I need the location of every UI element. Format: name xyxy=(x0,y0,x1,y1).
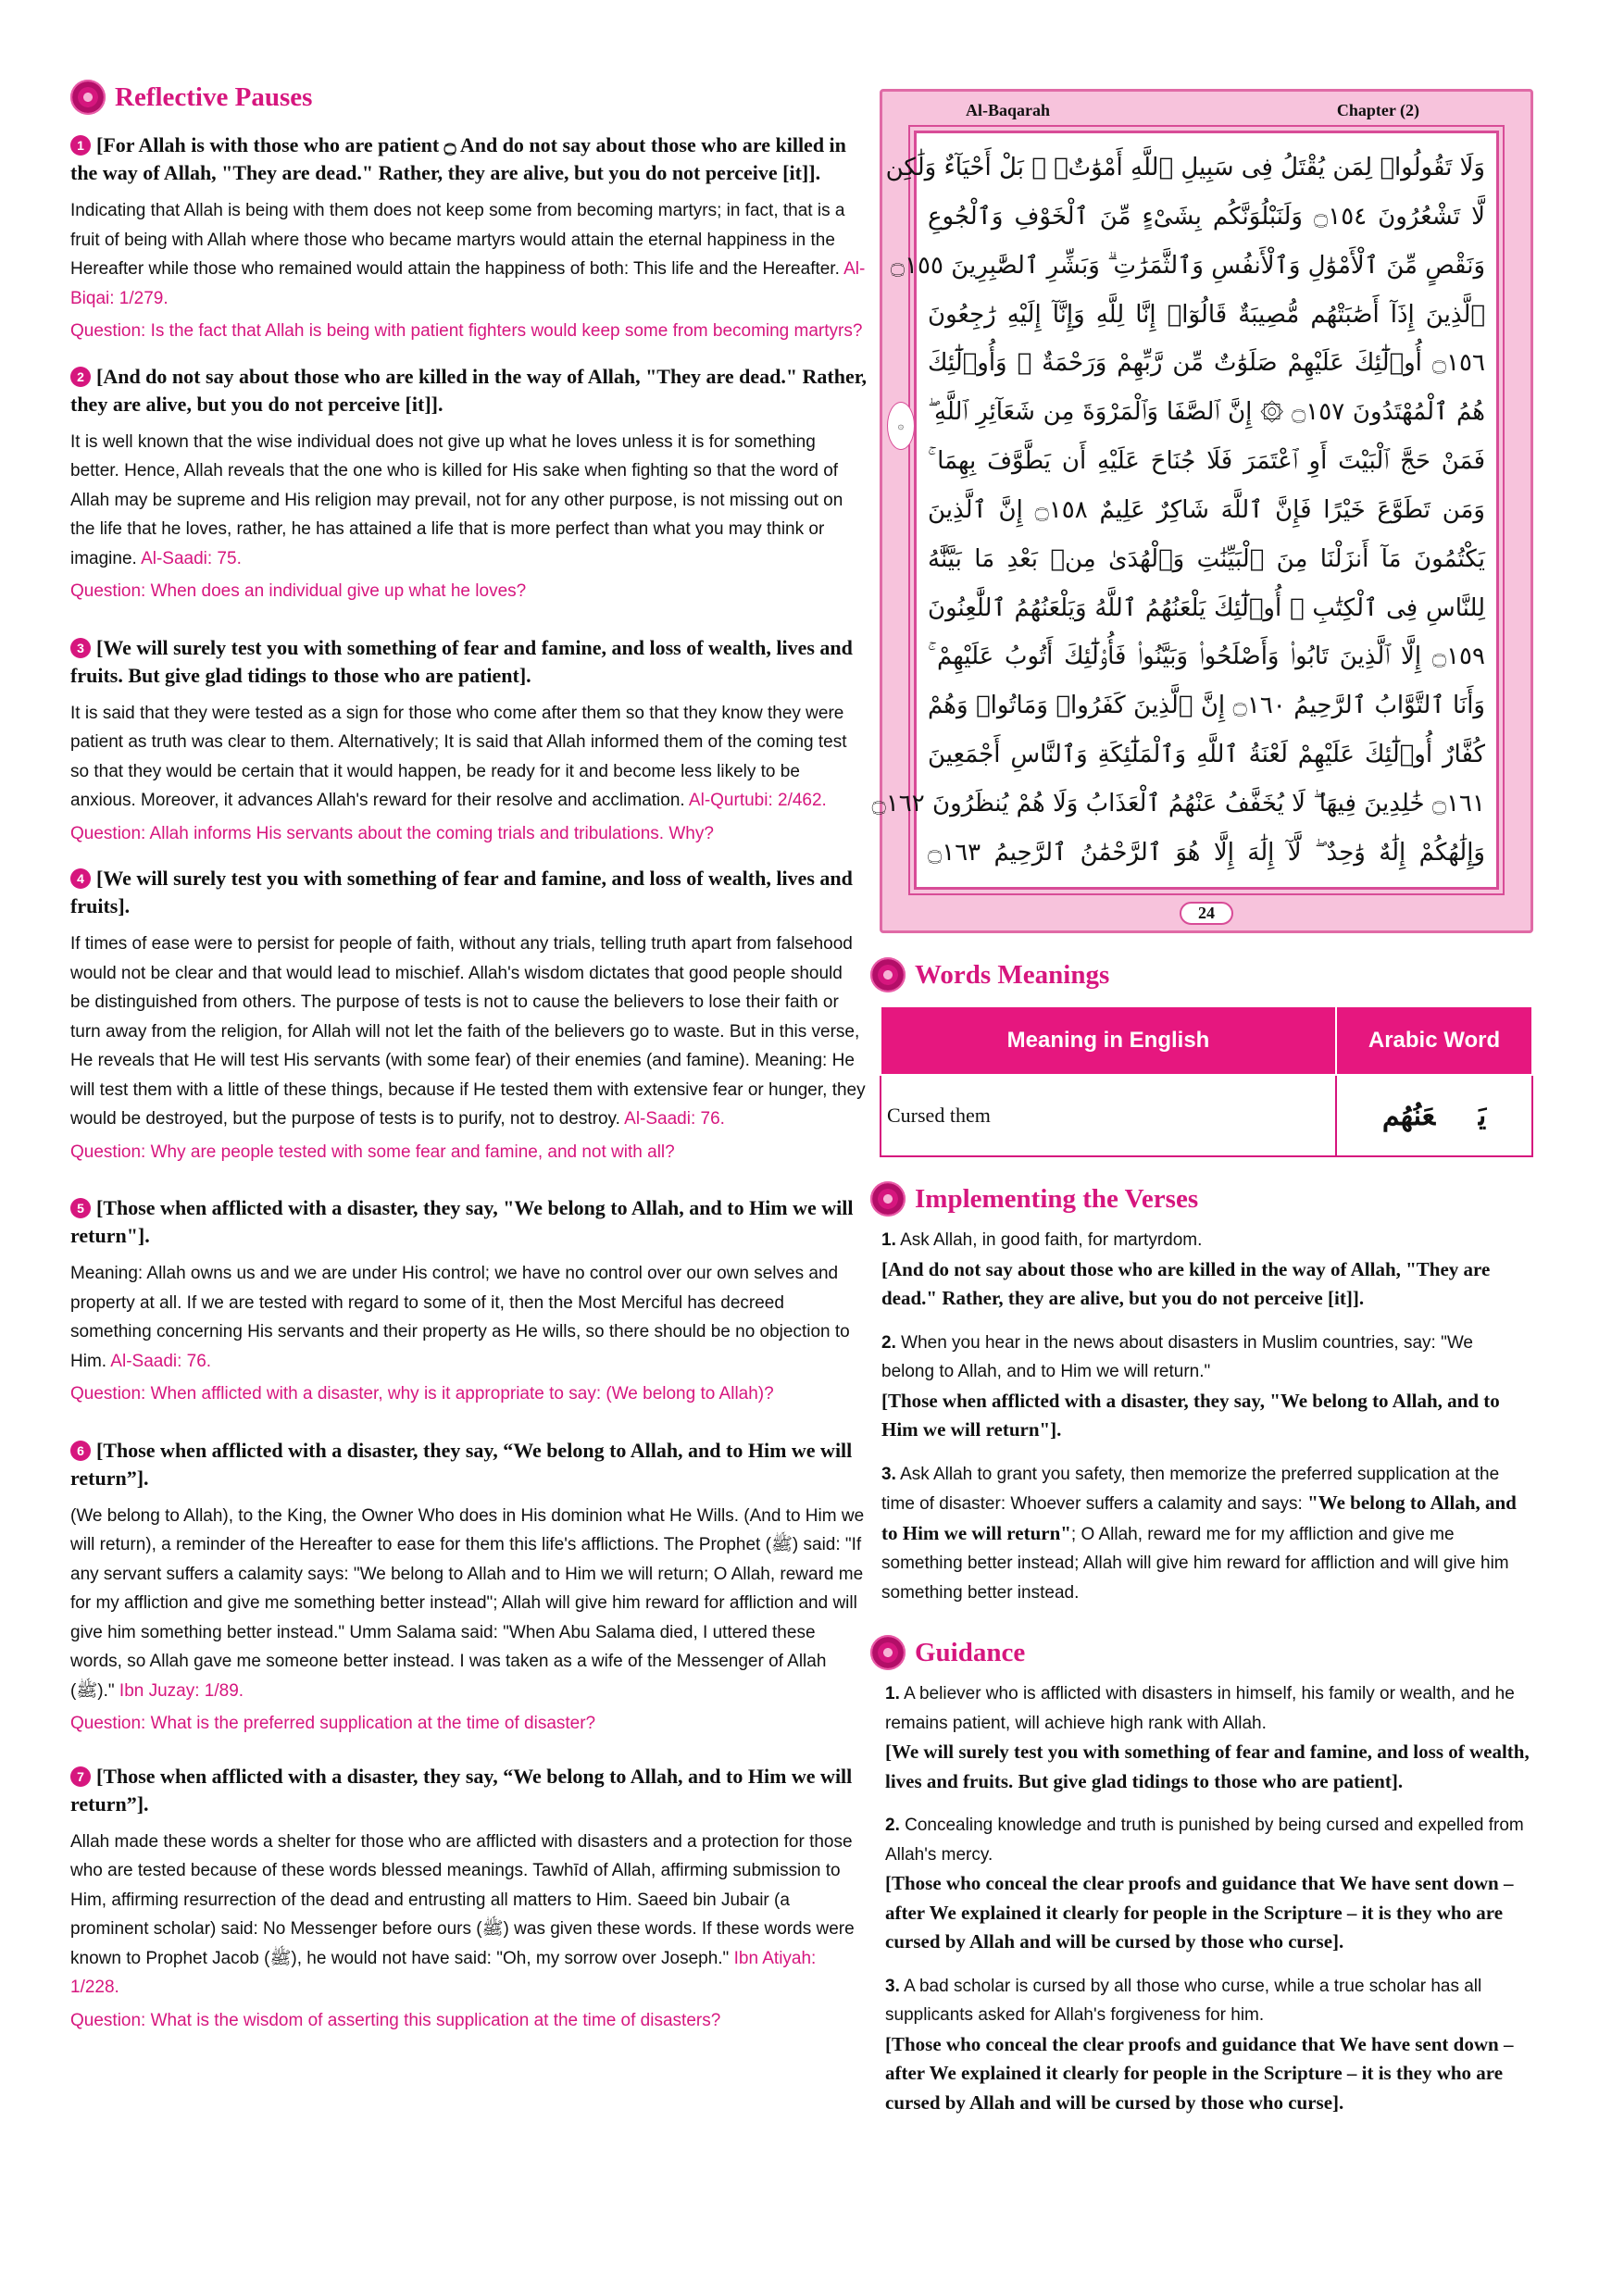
reflection-body xyxy=(70,1259,867,1376)
section-title: Words Meanings xyxy=(915,959,1110,990)
words-meanings-table xyxy=(880,1005,1533,1157)
item-body-cont: ; O Allah, reward me for my affliction and give me something better instead; Allah will give him reward for affliction and will give him something better instead. xyxy=(881,1524,1509,1603)
verse-text: [Those when afflicted with a disaster, they say, "We belong to Allah, and to Him we will return"]. xyxy=(70,1196,854,1247)
quran-lines xyxy=(871,144,1485,876)
reflection-body xyxy=(70,699,867,816)
reflection-question: Question: Is the fact that Allah is being with patient fighters would keep some from becoming martyrs? xyxy=(70,321,863,341)
implementing-list xyxy=(870,1226,1530,1607)
verse-text: [We will surely test you with something of fear and famine, and loss of wealth, lives and fruits. But give glad tidings to those who are patient]. xyxy=(70,635,853,687)
body-text: Indicating that Allah is being with them does not keep some from becoming martyrs; in fact, that is a fruit of being with Allah where those who became martyrs would attain the eternal happiness in the Hereafter while those who remained would attain the happiness of both: This life and the Hereafter. xyxy=(70,201,845,279)
list-item xyxy=(881,1329,1530,1445)
body-text: Allah made these words a shelter for those who are afflicted with disasters and a protection for those who are tested because of these words blessed meanings. Tawhīd of Allah, affirming submission to Him, affirming resurrection of the dead and entrusting all matters to Him. Saeed bin Jubair (a prominent scholar) said: No Messenger before ours (ﷺ) was given these words. If these words were known to Prophet Jacob (ﷺ), he would not have said: "Oh, my sorrow over Joseph." xyxy=(70,1831,855,1968)
section-title: Implementing the Verses xyxy=(915,1183,1199,1214)
quran-line: وَنَقْصٍ مِّنَ ٱلْأَمْوَٰلِ وَٱلْأَنفُسِ وَٱلثَّمَرَٰتِ ۗ وَبَشِّرِ ٱلصَّٰبِرِينَ ۝١٥٥ xyxy=(890,251,1485,280)
item-verse: [We will surely test you with something of fear and famine, and loss of wealth, lives and fruits. But give glad tidings to those who are patient]. xyxy=(885,1741,1530,1792)
body-text: If times of ease were to persist for people of faith, without any trials, telling truth apart from falsehood would not be clear and that would lead to mischief. Allah's wisdom dictates that good people should be distinguished from others. The purpose of tests is not to cause the believers to lose their faith or turn away from the religion, for Allah will not let the faith of the believers go to waste. But in this verse, He reveals that He will test His servants (with some fear) of their enemies (and famine). Meaning: He will test them with a little of these things, because if He tested them with extensive fear or hunger, they would be destroyed, but the purpose of tests is to purify, not to destroy. xyxy=(70,934,866,1129)
chapter-label: Chapter (2) xyxy=(1336,101,1419,119)
quran-line: وَإِلَٰهُكُمْ إِلَٰهٌ وَٰحِدٌ ۖ لَّآ إِلَٰهَ إِلَّا هُوَ ٱلرَّحْمَٰنُ ٱلرَّحِيمُ ۝١٦٣ xyxy=(928,838,1485,867)
body-text: It is well known that the wise individual does not give up what he loves unless it is for something better. Hence, Allah reveals that the one who is killed for His sake when fighting so that the word of Allah may be supreme and His religion may prevail, not for any other purpose, is not missing out on the life that he loves, rather, he has attained a life that is more perfect than what you may think or imagine. xyxy=(70,431,843,568)
quran-line: وَلَا تَقُولُوا۟ لِمَن يُقْتَلُ فِى سَبِيلِ ٱللَّهِ أَمْوَٰتٌۢ ۚ بَلْ أَحْيَآءٌ وَلَٰكِن xyxy=(885,154,1485,181)
words-meanings-header xyxy=(870,957,1541,992)
section-title: Reflective Pauses xyxy=(115,81,313,112)
item-number: 2. xyxy=(885,1816,900,1835)
item-text xyxy=(881,1460,1530,1608)
item-verse: [Those when afflicted with a disaster, they say, "We belong to Allah, and to Him we will return"]. xyxy=(881,1389,1500,1441)
item-number-badge: 7 xyxy=(70,1766,91,1787)
reflective-pauses-header xyxy=(70,80,867,115)
reflection-item xyxy=(70,1194,867,1409)
rosette-icon xyxy=(70,80,106,115)
arabic-word-cell: يَلۡعَنُهُم xyxy=(1336,1075,1532,1156)
reflection-question: Question: When does an individual give up what he loves? xyxy=(70,581,527,601)
item-text xyxy=(881,1226,1530,1255)
table-row xyxy=(881,1075,1532,1156)
list-item xyxy=(881,1460,1530,1608)
reflection-body xyxy=(70,1828,867,2003)
item-body: Concealing knowledge and truth is punished by being cursed and expelled from Allah's mercy. xyxy=(885,1816,1524,1865)
reflection-body xyxy=(70,428,867,574)
item-number: 2. xyxy=(881,1332,896,1353)
verse-text: [Those when afflicted with a disaster, they say, “We belong to Allah, and to Him we will return”]. xyxy=(70,1764,853,1816)
reflection-body xyxy=(70,930,867,1134)
verse-text: [And do not say about those who are killed in the way of Allah, "They are dead." Rather, they are alive, but you do not perceive [it]]. xyxy=(70,364,868,416)
reference: Al-Biqai: 1/279. xyxy=(70,259,866,308)
list-item xyxy=(881,1226,1530,1314)
item-text xyxy=(885,1811,1530,1869)
reflection-question: Question: What is the preferred supplication at the time of disaster? xyxy=(70,1714,596,1733)
reference: Ibn Atiyah: 1/228. xyxy=(70,1948,817,1997)
verse-text: [We will surely test you with something of fear and famine, and loss of wealth, lives and fruits]. xyxy=(70,867,853,917)
reflection-verse xyxy=(70,1763,867,1818)
item-number-badge: 3 xyxy=(70,638,91,658)
rosette-icon xyxy=(870,1181,906,1217)
hizb-marker-icon: ۞ xyxy=(887,402,915,450)
list-item xyxy=(885,1811,1530,1957)
quran-line: ۝١٦١ خَٰلِدِينَ فِيهَا ۖ لَا يُخَفَّفُ عَنْهُمُ ٱلْعَذَابُ وَلَا هُمْ يُنظَرُونَ ۝١٦٢ xyxy=(871,789,1485,817)
reference: Al-Saadi: 76. xyxy=(624,1109,725,1129)
list-item xyxy=(885,1972,1530,2118)
item-verse: [Those who conceal the clear proofs and guidance that We have sent down – after We explained it clearly for people in the Scripture – it is they who are cursed by Allah and will be cursed by those who curse]. xyxy=(885,1872,1514,1953)
item-number-badge: 1 xyxy=(70,135,91,156)
quran-line: ۝١٥٦ أُو۟لَٰٓئِكَ عَلَيْهِمْ صَلَوَٰتٌ مِّن رَّبِّهِمْ وَرَحْمَةٌ ۖ وَأُو۟لَٰٓئِكَ xyxy=(928,349,1485,378)
english-meaning-cell: Cursed them xyxy=(881,1075,1336,1156)
surah-name: Al-Baqarah xyxy=(966,101,1051,119)
quran-line: كُفَّارٌ أُو۟لَٰٓئِكَ عَلَيْهِمْ لَعْنَةُ ٱللَّهِ وَٱلْمَلَٰٓئِكَةِ وَٱلنَّاسِ أَجْمَعِينَ xyxy=(928,741,1485,769)
quran-line: ۝١٥٩ إِلَّا ٱلَّذِينَ تَابُوا۟ وَأَصْلَحُوا۟ وَبَيَّنُوا۟ فَأُو۟لَٰٓئِكَ أَتُوبُ عَلَيْهِمْ ۚ xyxy=(928,643,1485,671)
reference: Ibn Juzay: 1/89. xyxy=(119,1680,244,1701)
guidance-list xyxy=(870,1679,1530,2117)
quran-line: لَّا تَشْعُرُونَ ۝١٥٤ وَلَنَبْلُوَنَّكُم بِشَىْءٍ مِّنَ ٱلْخَوْفِ وَٱلْجُوعِ xyxy=(928,202,1485,231)
reference: Al-Saadi: 75. xyxy=(141,548,242,568)
reflection-verse xyxy=(70,131,867,187)
item-body: When you hear in the news about disasters in Muslim countries, say: "We belong to Allah, and to Him we will return." xyxy=(881,1332,1473,1381)
item-number-badge: 2 xyxy=(70,367,91,387)
item-number: 3. xyxy=(881,1464,896,1484)
item-body: A bad scholar is cursed by all those who curse, while a true scholar has all supplicants asked for Allah's forgiveness for him. xyxy=(885,1976,1482,2025)
reflection-item xyxy=(70,865,867,1167)
reflection-item xyxy=(70,1763,867,2036)
quran-line: هُمُ ٱلْمُهْتَدُونَ ۝١٥٧ ۞ إِنَّ ٱلصَّفَا وَٱلْمَرْوَةَ مِن شَعَآئِرِ ٱللَّهِ ۖ xyxy=(928,398,1485,427)
item-verse: [And do not say about those who are killed in the way of Allah, "They are dead." Rather, they are alive, but you do not perceive [it]]. xyxy=(881,1257,1491,1309)
rosette-icon xyxy=(870,1635,906,1670)
item-number: 1. xyxy=(885,1684,900,1703)
quran-line: ٱلَّذِينَ إِذَآ أَصَٰبَتْهُم مُّصِيبَةٌ قَالُوٓا۟ إِنَّا لِلَّهِ وَإِنَّآ إِلَيْهِ رَٰجِعُونَ xyxy=(928,300,1485,329)
reflection-verse xyxy=(70,634,867,690)
item-body: Ask Allah to grant you safety, then memorize the preferred supplication at the time of disaster: Whoever suffers a calamity and says: xyxy=(881,1464,1500,1514)
column-header: Arabic Word xyxy=(1336,1006,1532,1075)
reflection-verse xyxy=(70,363,867,418)
quran-line: يَكْتُمُونَ مَآ أَنزَلْنَا مِنَ ٱلْبَيِّنَٰتِ وَٱلْهُدَىٰ مِنۢ بَعْدِ مَا بَيَّنَّٰهُ xyxy=(928,544,1485,573)
reflection-question: Question: Allah informs His servants about the coming trials and tribulations. Why? xyxy=(70,823,714,843)
right-column xyxy=(870,74,1541,2132)
item-number-badge: 4 xyxy=(70,868,91,889)
body-text: It is said that they were tested as a sign for those who come after them so that they know they were patient as truth was clear to them. Alternatively; It is said that Allah informed them of the coming test so that they would be certain that it would happen, be ready for it and become less likely to be anxious. Moreover, it advances Allah's reward for their resolve and acclimation. xyxy=(70,703,847,810)
rosette-icon xyxy=(870,957,906,992)
reflection-item xyxy=(70,1437,867,1739)
reflection-verse xyxy=(70,865,867,920)
section-title: Guidance xyxy=(915,1637,1026,1667)
page-number: 24 xyxy=(1180,902,1233,925)
list-item xyxy=(885,1679,1530,1796)
reflection-verse xyxy=(70,1437,867,1492)
quran-page xyxy=(871,89,1533,933)
quran-line: وَمَن تَطَوَّعَ خَيْرًا فَإِنَّ ٱللَّهَ شَاكِرٌ عَلِيمٌ ۝١٥٨ إِنَّ ٱلَّذِينَ xyxy=(928,495,1485,524)
item-body: Ask Allah, in good faith, for martyrdom. xyxy=(895,1230,1203,1250)
reflection-verse xyxy=(70,1194,867,1250)
item-number-badge: 5 xyxy=(70,1198,91,1218)
item-number-badge: 6 xyxy=(70,1441,91,1461)
implementing-header xyxy=(870,1181,1541,1217)
quran-line: فَمَنْ حَجَّ ٱلْبَيْتَ أَوِ ٱعْتَمَرَ فَلَا جُنَاحَ عَلَيْهِ أَن يَطَّوَّفَ بِهِمَا ۚ xyxy=(928,447,1485,476)
reference: Al-Saadi: 76. xyxy=(110,1351,212,1371)
reflection-question: Question: When afflicted with a disaster, why is it appropriate to say: (We belong to Allah)? xyxy=(70,1384,774,1404)
quran-line: وَأَنَا ٱلتَّوَّابُ ٱلرَّحِيمُ ۝١٦٠ إِنَّ ٱلَّذِينَ كَفَرُوا۟ وَمَاتُوا۟ وَهُمْ xyxy=(928,692,1485,720)
reflection-question: Question: Why are people tested with some fear and famine, and not with all? xyxy=(70,1142,675,1162)
reference: Al-Qurtubi: 2/462. xyxy=(688,791,827,810)
reflection-body xyxy=(70,196,867,313)
item-body: A believer who is afflicted with disasters in himself, his family or wealth, and he remains patient, will achieve high rank with Allah. xyxy=(885,1684,1515,1733)
guidance-header xyxy=(870,1635,1541,1670)
reflection-item xyxy=(70,634,867,849)
reflection-body xyxy=(70,1502,867,1706)
item-verse: [Those who conceal the clear proofs and guidance that We have sent down – after We explained it clearly for people in the Scripture – it is they who are cursed by Allah and will be cursed by those who curse]. xyxy=(885,2032,1514,2114)
item-text xyxy=(885,1679,1530,1738)
item-number: 1. xyxy=(881,1230,896,1250)
reflection-item xyxy=(70,363,867,606)
reflection-question: Question: What is the wisdom of asserting this supplication at the time of disasters? xyxy=(70,2010,721,2030)
table-header-row xyxy=(881,1006,1532,1075)
verse-text: [For Allah is with those who are patient ۝ And do not say about those who are killed in the way of Allah, "They are dead." Rather, they are alive, but you do not perceive [it]]. xyxy=(70,133,846,184)
quran-text-panel xyxy=(871,131,1499,890)
body-text: Meaning: Allah owns us and we are under His control; we have no control over our own selves and property at all. If we are tested with regard to some of it, then the Most Merciful has decreed something concerning His servants and their property as He wills, so there should be no objection to Him. xyxy=(70,1264,850,1371)
verse-text: [Those when afflicted with a disaster, they say, “We belong to Allah, and to Him we will return”]. xyxy=(70,1438,853,1490)
column-header: Meaning in English xyxy=(881,1006,1336,1075)
body-text: (We belong to Allah), to the King, the Owner Who does in His dominion what He Wills. (And to Him we will return), a reminder of the Hereafter to ease for them this life's afflictions. The Prophet (ﷺ) said: "If any servant suffers a calamity says: "We belong to Allah and to Him we will return; O Allah, reward me for my affliction and give me something better instead"; Allah will give him reward for affliction and will give him something better instead." Umm Salama said: "When Abu Salama died, I uttered these words, so Allah gave me someone better instead. I was taken as a wife of the Messenger of Allah (ﷺ)." xyxy=(70,1505,865,1701)
reflective-pauses-column xyxy=(70,74,867,2052)
quran-line: لِلنَّاسِ فِى ٱلْكِتَٰبِ ۙ أُو۟لَٰٓئِكَ يَلْعَنُهُمُ ٱللَّهُ وَيَلْعَنُهُمُ ٱللَّٰعِنُونَ xyxy=(928,593,1485,622)
item-number: 3. xyxy=(885,1976,900,1996)
item-text xyxy=(881,1329,1530,1387)
supplication-bold: "We belong to Allah, and to Him we will return" xyxy=(881,1491,1517,1544)
reflection-item xyxy=(70,131,867,346)
item-text xyxy=(885,1972,1530,2030)
